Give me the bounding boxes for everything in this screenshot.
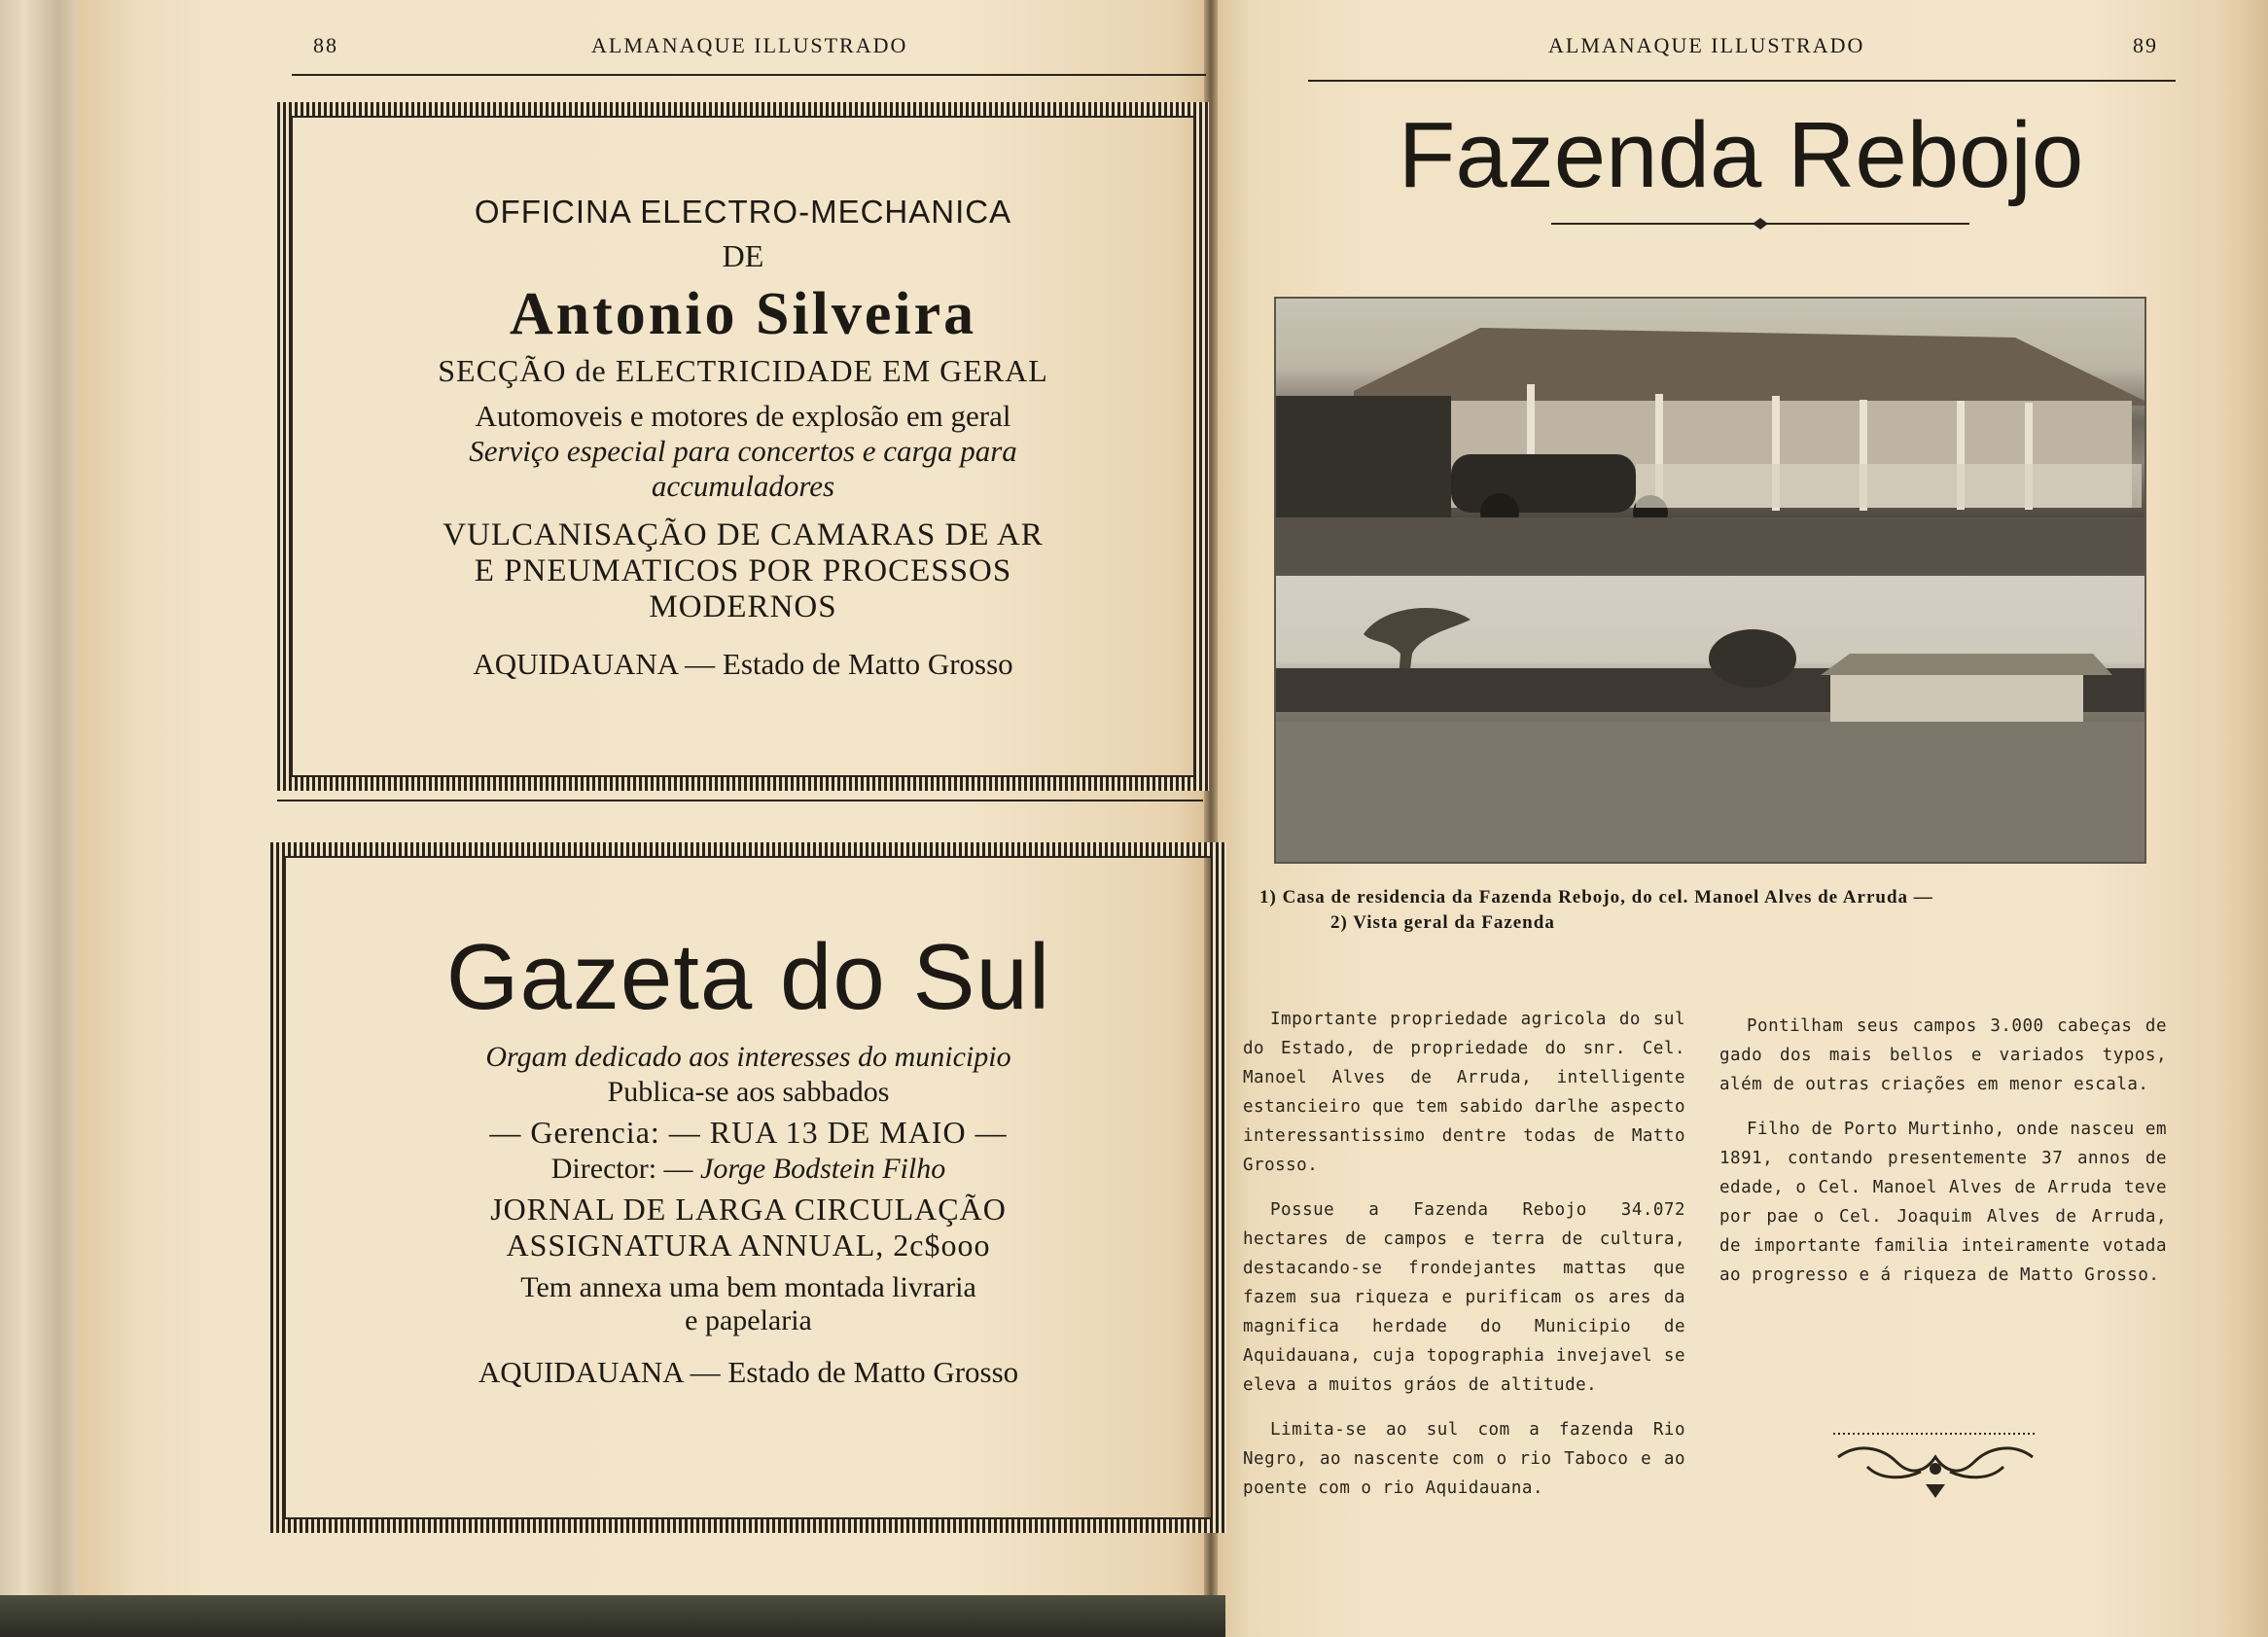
ad1-section: SECÇÃO de ELECTRICIDADE EM GERAL xyxy=(438,353,1048,388)
ad1-vulc3: MODERNOS xyxy=(649,589,837,624)
left-running-head: ALMANAQUE ILLUSTRADO xyxy=(591,33,908,57)
residence-illustration xyxy=(1276,299,2144,573)
ad1-content xyxy=(291,116,1195,777)
ad2-director-label: Director: — xyxy=(550,1153,693,1185)
article-column-1 xyxy=(1243,1005,1685,1518)
book-cover-edge xyxy=(0,1595,1225,1637)
ad2-director xyxy=(284,1153,1213,1186)
ad1-line2: DE xyxy=(722,238,764,273)
ad1-greek-key-frame xyxy=(277,102,1209,791)
ad2-title: Gazeta do Sul xyxy=(445,925,1051,1029)
ad1-vulc1: VULCANISAÇÃO DE CAMARAS DE AR xyxy=(443,517,1044,552)
col1-paragraph-3: Limita-se ao sul com a fazenda Rio Negro, ao nascente com o rio Taboco e ao poente com o rio Aquidauana. xyxy=(1243,1420,1685,1498)
ad1-line1: OFFICINA ELECTRO-MECHANICA xyxy=(474,194,1012,230)
farm-view-illustration xyxy=(1276,576,2144,862)
ad1-services1: Automoveis e motores de explosão em geral xyxy=(475,399,1011,433)
left-page-number: 88 xyxy=(313,33,338,57)
article-title: Fazenda Rebojo xyxy=(1398,103,2084,207)
ad-separator-rule xyxy=(277,800,1203,801)
ad1-services3: accumuladores xyxy=(651,469,835,503)
ad2-gerencia: — Gerencia: — RUA 13 DE MAIO — xyxy=(489,1115,1008,1150)
ad1-name: Antonio Silveira xyxy=(509,281,977,347)
ad2-circulation: JORNAL DE LARGA CIRCULAÇÃO xyxy=(490,1192,1007,1227)
col1-paragraph-1: Importante propriedade agricola do sul do Estado, de propriedade do snr. Cel. Manoel Alves de Arruda, intelligente estancieiro que tem sabido darlhe aspecto interessantissimo dentre todas de Matto Grosso. xyxy=(1243,1010,1685,1175)
ad2-director-name: Jorge Bodstein Filho xyxy=(700,1153,946,1185)
ad2-annex1: Tem annexa uma bem montada livraria xyxy=(520,1271,976,1303)
ad2-annex2: e papelaria xyxy=(685,1304,812,1336)
ad2-address: AQUIDAUANA — Estado de Matto Grosso xyxy=(478,1355,1019,1389)
right-header-rule xyxy=(1308,80,2176,82)
right-page-number: 89 xyxy=(2133,33,2158,57)
photo-residence xyxy=(1274,297,2146,575)
col2-paragraph-2: Filho de Porto Murtinho, onde nasceu em 1891, contando presentemente 37 annos de edade, o Cel. Manoel Alves de Arruda teve por pae o Cel. Joaquim Alves de Arruda, de importante familia inteiramente votada ao progresso e á riqueza de Matto Grosso. xyxy=(1719,1120,2167,1285)
ad1-address: AQUIDAUANA — Estado de Matto Grosso xyxy=(473,647,1013,681)
article-column-2 xyxy=(1719,1012,2167,1305)
ad2-content xyxy=(284,856,1213,1519)
left-header-rule xyxy=(292,74,1206,76)
end-ornament-icon xyxy=(1828,1428,2042,1511)
ad2-greek-key-frame xyxy=(270,842,1226,1533)
ad2-tagline: Orgam dedicado aos interesses do municipio xyxy=(485,1041,1011,1073)
photo-farm-view xyxy=(1274,574,2146,864)
title-ornament-rule xyxy=(1551,214,1969,233)
ad2-schedule: Publica-se aos sabbados xyxy=(607,1076,890,1108)
col2-paragraph-1: Pontilham seus campos 3.000 cabeças de gado dos mais bellos e variados typos, além de outras criações em menor escala. xyxy=(1719,1016,2167,1094)
ad2-subscription: ASSIGNATURA ANNUAL, 2c$ooo xyxy=(506,1228,991,1263)
photo-caption-1: 1) Casa de residencia da Fazenda Rebojo, do cel. Manoel Alves de Arruda — xyxy=(1259,887,1933,907)
col1-paragraph-2: Possue a Fazenda Rebojo 34.072 hectares de campos e terra de cultura, destacando-se frondejantes mattas que fazem sua riqueza e purificam os ares da magnifica herdade do Municipio de Aquidauana, cuja topographia invejavel se eleva a muitos gráos de altitude. xyxy=(1243,1200,1685,1395)
ad1-services2: Serviço especial para concertos e carga para xyxy=(469,434,1017,468)
right-running-head: ALMANAQUE ILLUSTRADO xyxy=(1548,33,1865,57)
photo-caption-2: 2) Vista geral da Fazenda xyxy=(1330,912,1555,933)
ad1-vulc2: E PNEUMATICOS POR PROCESSOS xyxy=(474,553,1012,588)
